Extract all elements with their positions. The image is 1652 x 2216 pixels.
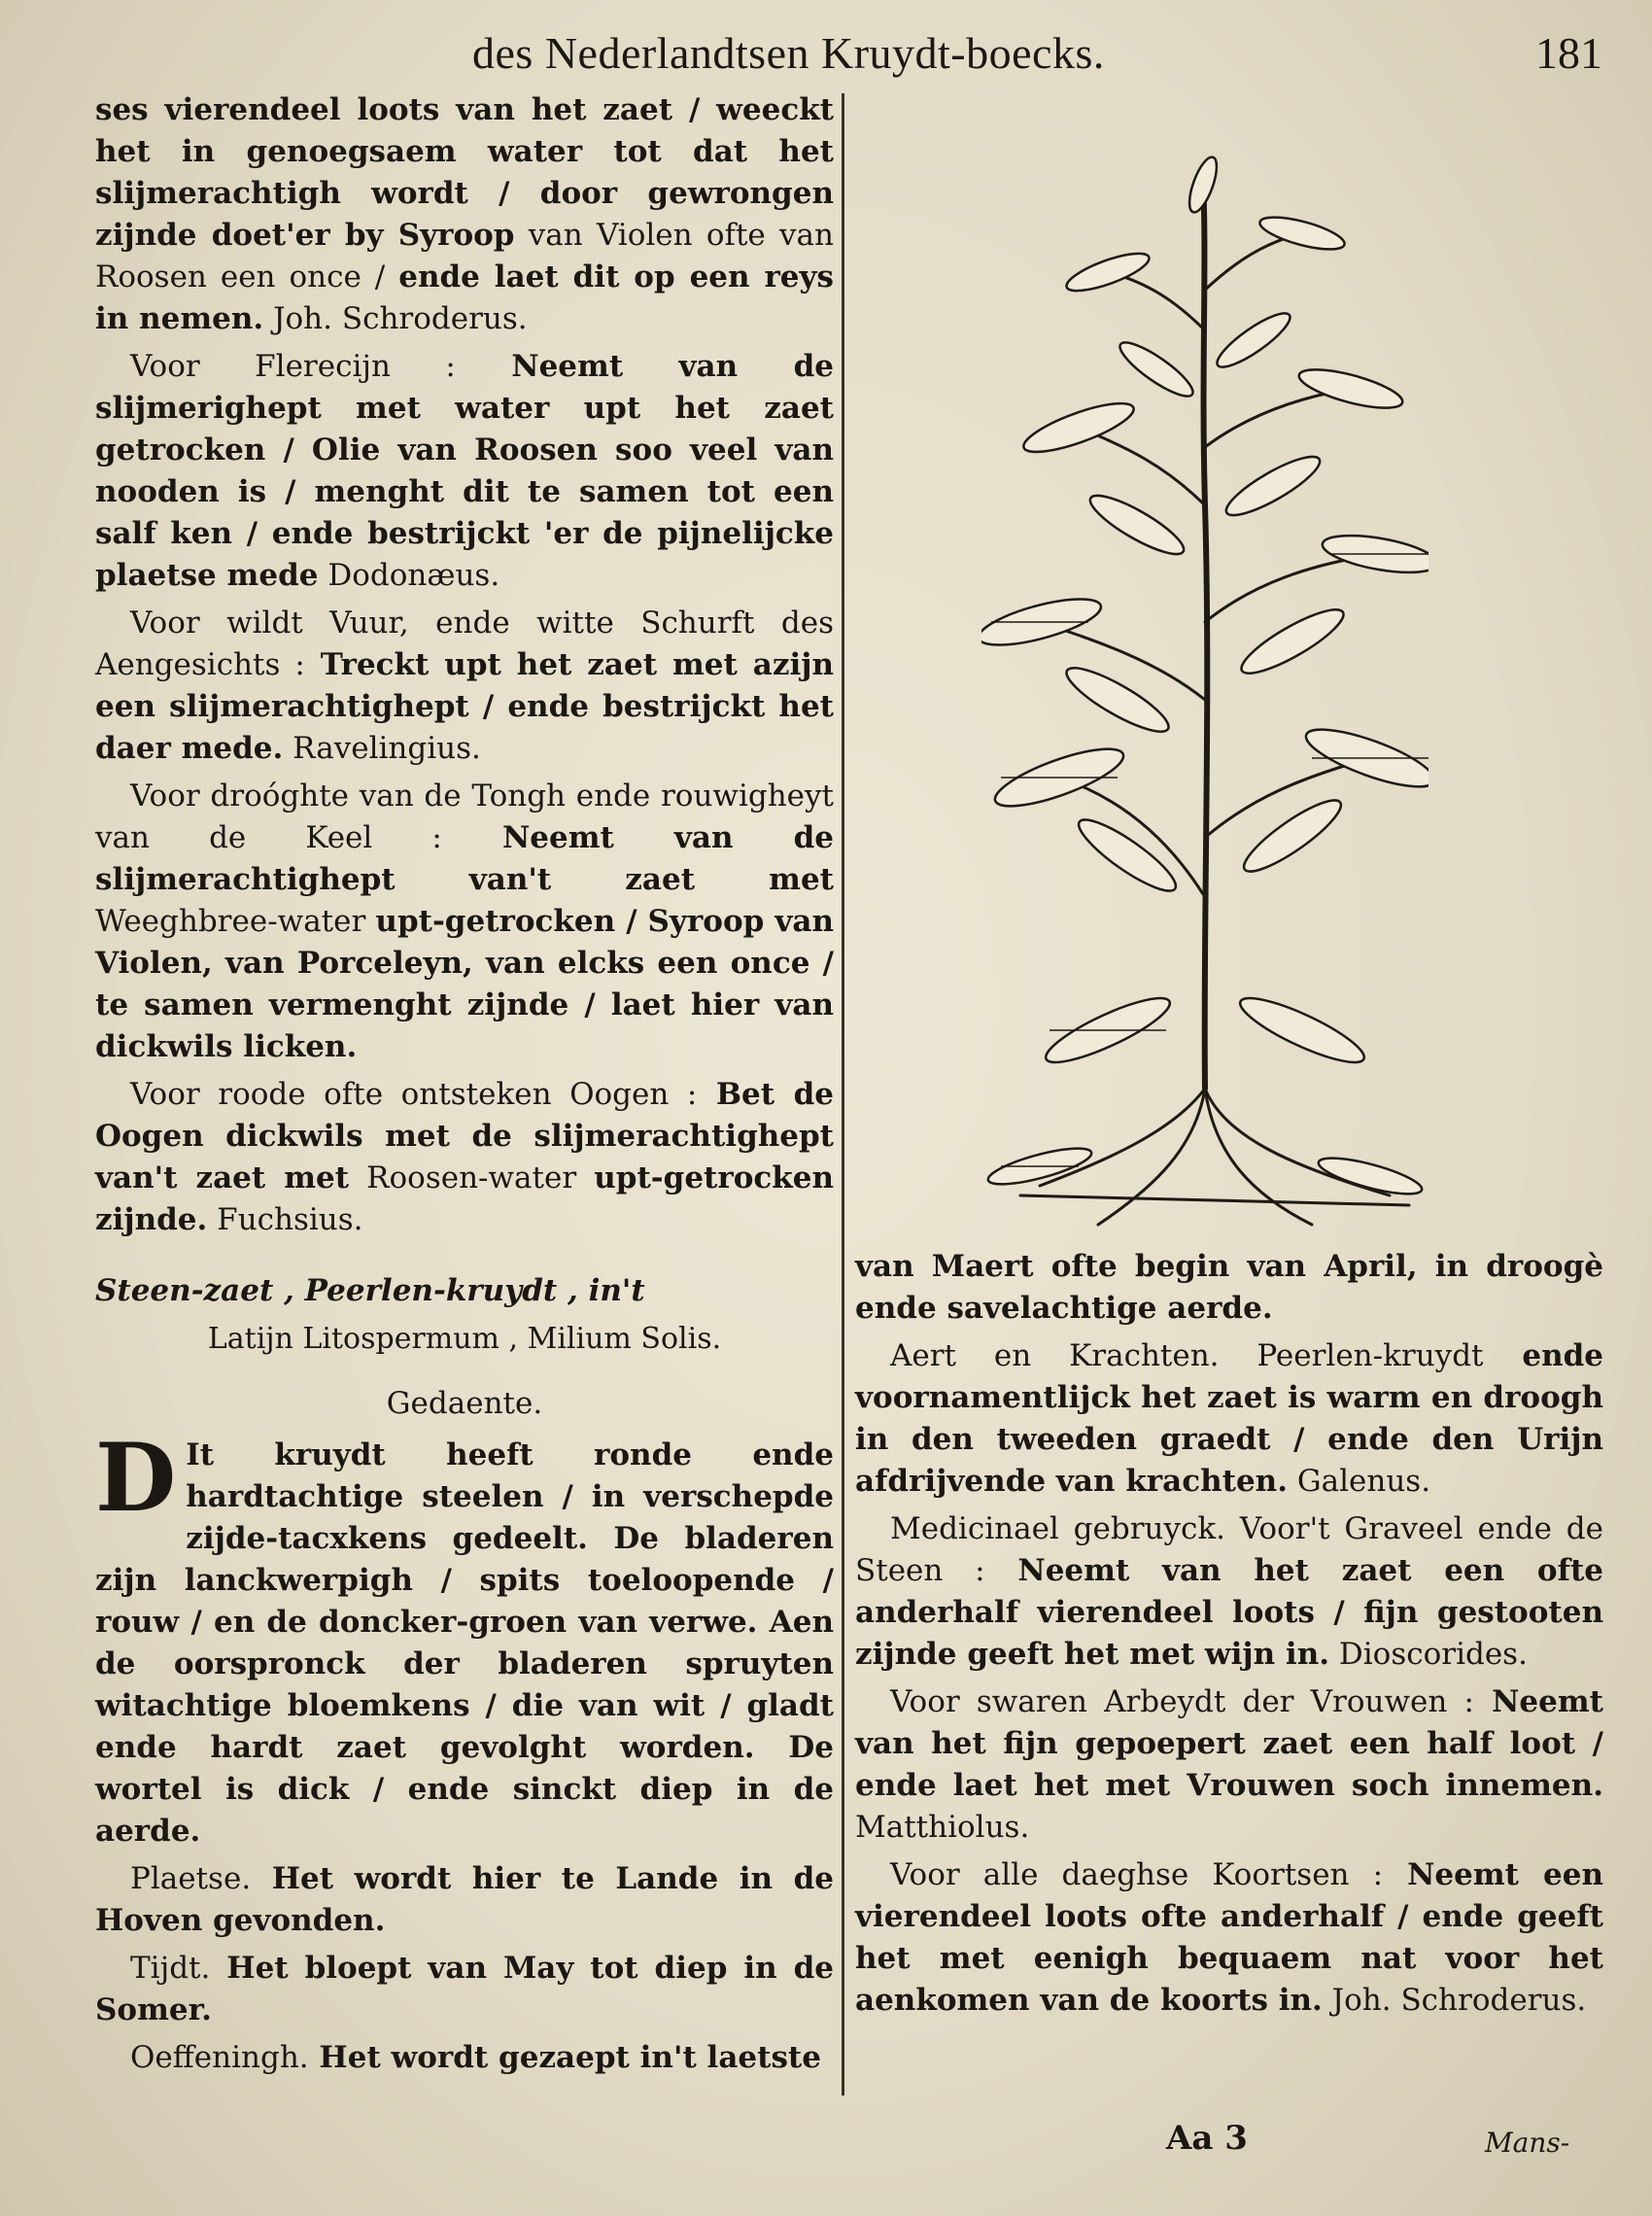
signature-mark: Aa 3 xyxy=(1166,2119,1248,2158)
paragraph: Voor Flerecijn : Neemt van de slijmerighept met water upt het zaet getrocken / Olie van Roosen soo veel van nooden is / menght dit te samen tot een salf ken / ende bestrijckt 'er de pijnelijcke plaetse mede Dodonæus. xyxy=(95,349,834,593)
paragraph: Voor roode ofte ontsteken Oogen : Bet de Oogen dickwils met de slijmerachtighept van't zaet met Roosen-water upt-getrocken zijnde. Fuchsius. xyxy=(95,1077,834,1237)
paragraph: Voor droóghte van de Tongh ende rouwigheyt van de Keel : Neemt van de slijmerachtighept van't zaet met Weeghbree-water upt-getrocken / Syroop van Violen, van Porceleyn, van elcks een once / te samen vermenght zijnde / laet hier van dickwils licken. xyxy=(95,779,834,1064)
right-column xyxy=(855,1246,1603,2027)
gedaente-paragraph: D It kruydt heeft ronde ende hardtachtige steelen / in verschepde zijde-tacxkens gedeelt. De bladeren zijn lanckwerpigh / spits toeloopende / rouw / en de doncker-groen van verwe. Aen de oorspronck der bladeren spruyten witachtige bloemkens / die van wit / gladt ende hardt zaet gevolght worden. De wortel is dick / ende sinckt diep in de aerde. xyxy=(95,1423,834,1849)
paragraph: van Maert ofte begin van April, in droogè ende savelachtige aerde. xyxy=(855,1249,1603,1326)
entry-latin-name: Latijn Litospermum , Milium Solis. xyxy=(207,1322,722,1356)
paragraph: Voor swaren Arbeydt der Vrouwen : Neemt van het fijn gepoepert zaet een half loot / ende laet het met Vrouwen soch innemen. Matthiolus. xyxy=(855,1684,1604,1845)
plant-woodcut-illustration xyxy=(981,156,1428,1234)
plaetse-paragraph: Plaetse. Het wordt hier te Lande in de Hoven gevonden. xyxy=(95,1861,834,1938)
entry-heading: Steen-zaet , Peerlen-kruydt , in't xyxy=(95,1273,645,1308)
paragraph: Aert en Krachten. Peerlen-kruydt ende voornamentlijck het zaet is warm en droogh in den tweeden graedt / ende den Urijn afdrijvende van krachten. Galenus. xyxy=(855,1338,1603,1499)
running-title: des Nederlandtsen Kruydt-boecks. xyxy=(472,28,1105,78)
paragraph: Medicinael gebruyck. Voor't Graveel ende de Steen : Neemt van het zaet een ofte anderhalf vierendeel loots / fijn gestooten zijnde geeft het met wijn in. Dioscorides. xyxy=(855,1511,1603,1672)
catchword: Mans- xyxy=(1485,2127,1570,2159)
left-column xyxy=(95,89,834,2085)
section-title: Gedaente. xyxy=(386,1386,543,1421)
paragraph: ses vierendeel loots van het zaet / weeckt het in genoegsaem water tot dat het slijmerachtigh wordt / door gewrongen zijnde doet'er by Syroop van Violen ofte van Roosen een once / ende laet dit op een reys in nemen. Joh. Schroderus. xyxy=(95,92,834,336)
tijdt-paragraph: Tijdt. Het bloept van May tot diep in de Somer. xyxy=(95,1951,834,2027)
page-number: 181 xyxy=(1535,28,1602,78)
paragraph: Voor wildt Vuur, ende witte Schurft des Aengesichts : Treckt upt het zaet met azijn een slijmerachtighept / ende bestrijckt het daer mede. Ravelingius. xyxy=(95,606,834,766)
running-header xyxy=(0,21,1652,89)
paragraph: Voor alle daeghse Koortsen : Neemt een vierendeel loots ofte anderhalf / ende geeft het met eenigh bequaem nat voor het aenkomen van de koorts in. Joh. Schroderus. xyxy=(855,1857,1603,2018)
column-rule xyxy=(842,93,844,2095)
oeffeningh-paragraph: Oeffeningh. Het wordt gezaept in't laetste xyxy=(130,2040,821,2075)
drop-cap: D xyxy=(95,1423,177,1533)
